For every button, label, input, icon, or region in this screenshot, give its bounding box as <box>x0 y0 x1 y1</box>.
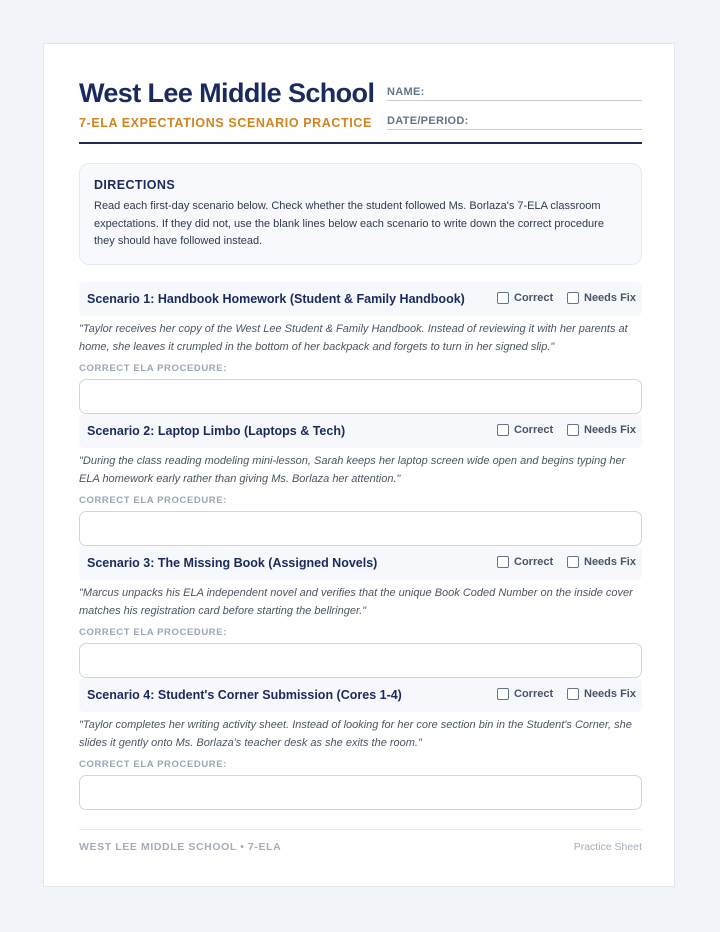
needs-fix-label: Needs Fix <box>584 424 636 436</box>
scenario-4-header <box>79 678 642 712</box>
header-divider <box>79 142 642 144</box>
scenario-3-header <box>79 546 642 580</box>
scenario-2-quote: "During the class reading modeling mini-lesson, Sarah keeps her laptop screen wide open and begins typing her ELA homework early rather than giving Ms. Borlaza her attention." <box>79 455 626 485</box>
scenario-4-needs-fix-option[interactable] <box>567 688 636 700</box>
scenario-1-needs-fix-option[interactable] <box>567 292 636 304</box>
scenario-1-answer-box[interactable] <box>79 379 642 414</box>
correct-label: Correct <box>514 556 554 568</box>
scenario-4-procedure-label: CORRECT ELA PROCEDURE: <box>79 759 227 770</box>
checkbox-icon[interactable] <box>497 556 509 568</box>
scenario-1-procedure-label: CORRECT ELA PROCEDURE: <box>79 363 227 374</box>
scenario-2-title: Scenario 2: Laptop Limbo (Laptops & Tech) <box>87 424 346 438</box>
checkbox-icon[interactable] <box>567 424 579 436</box>
scenario-3-quote: "Marcus unpacks his ELA independent novel and verifies that the unique Book Coded Number on the inside cover matches his registration card before starting the bellringer." <box>79 587 633 617</box>
scenario-3-correct-option[interactable] <box>497 556 553 568</box>
scenario-4-quote: "Taylor completes her writing activity sheet. Instead of looking for her core section bin in the Student's Corner, she slides it gently onto Ms. Borlaza's teacher desk as she exits the room." <box>79 719 632 749</box>
worksheet-subtitle: 7-ELA EXPECTATIONS SCENARIO PRACTICE <box>79 116 372 130</box>
date-period-label: DATE/PERIOD: <box>387 115 469 127</box>
scenario-4-correct-option[interactable] <box>497 688 553 700</box>
scenario-1-title: Scenario 1: Handbook Homework (Student & Family Handbook) <box>87 292 465 306</box>
scenario-2-header <box>79 414 642 448</box>
scenario-1-quote: "Taylor receives her copy of the West Lee Student & Family Handbook. Instead of reviewing it with her parents at home, she leaves it crumpled in the bottom of her backpack and forgets to turn in her signed slip." <box>79 323 628 353</box>
scenario-2-needs-fix-option[interactable] <box>567 424 636 436</box>
scenario-3-procedure-label: CORRECT ELA PROCEDURE: <box>79 627 227 638</box>
scenario-4-answer-box[interactable] <box>79 775 642 810</box>
checkbox-icon[interactable] <box>567 556 579 568</box>
directions-text: Read each first-day scenario below. Check whether the student followed Ms. Borlaza's 7-ELA classroom expectations. If they did not, use the blank lines below each scenario to write down the correct procedure they should have followed instead. <box>94 200 604 247</box>
needs-fix-label: Needs Fix <box>584 292 636 304</box>
name-field[interactable] <box>387 82 642 101</box>
needs-fix-label: Needs Fix <box>584 556 636 568</box>
scenario-3-needs-fix-option[interactable] <box>567 556 636 568</box>
correct-label: Correct <box>514 292 554 304</box>
needs-fix-label: Needs Fix <box>584 688 636 700</box>
name-label: NAME: <box>387 86 425 98</box>
scenario-4-title: Scenario 4: Student's Corner Submission (Cores 1-4) <box>87 688 402 702</box>
worksheet-page <box>43 43 675 887</box>
directions-box <box>79 163 642 265</box>
scenario-1-header <box>79 282 642 316</box>
directions-title: DIRECTIONS <box>94 178 176 192</box>
footer-divider <box>79 829 642 830</box>
checkbox-icon[interactable] <box>567 292 579 304</box>
scenario-2-correct-option[interactable] <box>497 424 553 436</box>
checkbox-icon[interactable] <box>497 424 509 436</box>
date-period-field[interactable] <box>387 111 642 130</box>
checkbox-icon[interactable] <box>497 688 509 700</box>
scenario-2-procedure-label: CORRECT ELA PROCEDURE: <box>79 495 227 506</box>
scenario-1-correct-option[interactable] <box>497 292 553 304</box>
scenario-2-answer-box[interactable] <box>79 511 642 546</box>
school-title: West Lee Middle School <box>79 78 375 108</box>
correct-label: Correct <box>514 688 554 700</box>
footer-school: WEST LEE MIDDLE SCHOOL • 7-ELA <box>79 841 282 853</box>
footer-sheet-type: Practice Sheet <box>573 841 642 853</box>
checkbox-icon[interactable] <box>567 688 579 700</box>
scenario-3-answer-box[interactable] <box>79 643 642 678</box>
correct-label: Correct <box>514 424 554 436</box>
scenario-3-title: Scenario 3: The Missing Book (Assigned Novels) <box>87 556 378 570</box>
checkbox-icon[interactable] <box>497 292 509 304</box>
